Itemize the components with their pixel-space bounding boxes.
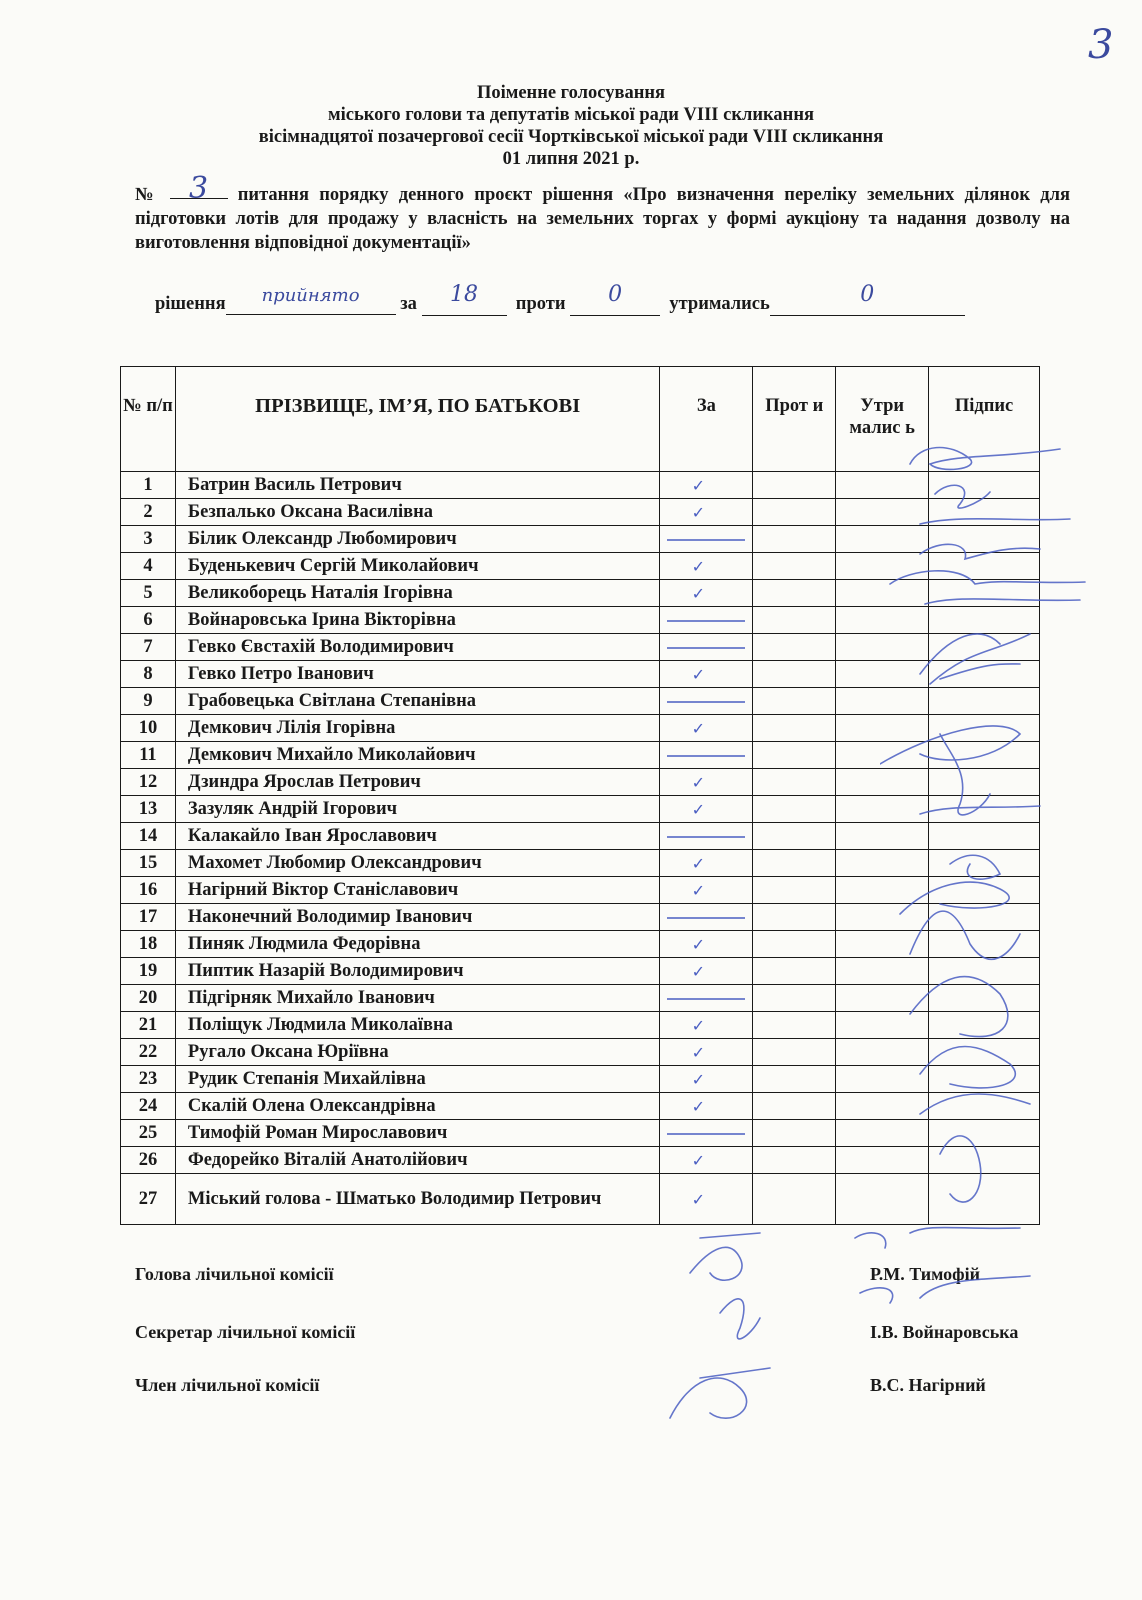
dash-stroke-icon: [667, 539, 745, 541]
row-number: 15: [121, 850, 176, 877]
row-name: Білик Олександр Любомирович: [175, 526, 660, 553]
vote-against-cell: [753, 634, 836, 661]
page-number-handwritten: 3: [1088, 22, 1114, 68]
vote-for-cell: [660, 553, 753, 580]
vote-for-cell: [660, 607, 753, 634]
vote-against-cell: [753, 742, 836, 769]
vote-for-cell: [660, 1012, 753, 1039]
row-name: Пиптик Назарій Володимирович: [175, 958, 660, 985]
header-name: ПРІЗВИЩЕ, ІМ’Я, ПО БАТЬКОВІ: [175, 367, 660, 472]
header-abstained: Утри малис ь: [836, 367, 929, 472]
vote-against-cell: [753, 1174, 836, 1225]
row-name: Нагірний Віктор Станіславович: [175, 877, 660, 904]
row-number: 4: [121, 553, 176, 580]
row-number: 9: [121, 688, 176, 715]
vote-for-cell: [660, 472, 753, 499]
checkmark-icon: ✓: [691, 556, 706, 576]
signature-scribbles: [880, 434, 1090, 1234]
row-name: Великоборець Наталія Ігорівна: [175, 580, 660, 607]
row-number: 7: [121, 634, 176, 661]
checkmark-icon: ✓: [691, 934, 706, 954]
item-prefix: №: [135, 185, 160, 205]
row-number: 26: [121, 1147, 176, 1174]
row-number: 8: [121, 661, 176, 688]
checkmark-icon: ✓: [691, 1069, 706, 1089]
row-number: 17: [121, 904, 176, 931]
row-name: Зазуляк Андрій Ігорович: [175, 796, 660, 823]
checkmark-icon: ✓: [691, 1042, 706, 1062]
vote-for-cell: [660, 661, 753, 688]
row-number: 1: [121, 472, 176, 499]
checkmark-icon: ✓: [691, 799, 706, 819]
against-label: проти: [515, 294, 566, 314]
member-name: В.С. Нагірний: [870, 1375, 986, 1395]
vote-for-cell: [660, 1147, 753, 1174]
vote-against-cell: [753, 1066, 836, 1093]
row-name: Гевко Петро Іванович: [175, 661, 660, 688]
abstained-label: утримались: [669, 294, 770, 314]
row-number: 14: [121, 823, 176, 850]
decision-label: рішення: [155, 294, 226, 314]
title-date: 01 липня 2021 р.: [502, 149, 640, 169]
vote-against-cell: [753, 715, 836, 742]
title-line-1: Поіменне голосування: [476, 83, 666, 103]
vote-against-cell: [753, 1039, 836, 1066]
dash-stroke-icon: [667, 998, 745, 1000]
decision-value: прийнято: [226, 293, 396, 315]
checkmark-icon: ✓: [691, 772, 706, 792]
for-value: 18: [422, 290, 507, 316]
vote-for-cell: [660, 634, 753, 661]
checkmark-icon: ✓: [691, 1189, 706, 1209]
vote-for-cell: [660, 742, 753, 769]
vote-against-cell: [753, 1120, 836, 1147]
row-number: 21: [121, 1012, 176, 1039]
vote-for-cell: [660, 796, 753, 823]
row-name: Міський голова - Шматько Володимир Петрович: [175, 1174, 660, 1225]
row-number: 6: [121, 607, 176, 634]
vote-for-cell: [660, 823, 753, 850]
for-label: за: [400, 294, 417, 314]
vote-for-cell: [660, 580, 753, 607]
row-name: Демкович Михайло Миколайович: [175, 742, 660, 769]
row-number: 3: [121, 526, 176, 553]
vote-against-cell: [753, 850, 836, 877]
row-name: Демкович Лілія Ігорівна: [175, 715, 660, 742]
vote-against-cell: [753, 958, 836, 985]
decision-line: [155, 282, 965, 316]
vote-against-cell: [753, 607, 836, 634]
vote-for-cell: [660, 715, 753, 742]
dash-stroke-icon: [667, 647, 745, 649]
vote-against-cell: [753, 1147, 836, 1174]
checkmark-icon: ✓: [691, 853, 706, 873]
row-number: 27: [121, 1174, 176, 1225]
row-number: 25: [121, 1120, 176, 1147]
vote-for-cell: [660, 499, 753, 526]
row-number: 13: [121, 796, 176, 823]
vote-against-cell: [753, 1012, 836, 1039]
row-name: Батрин Василь Петрович: [175, 472, 660, 499]
checkmark-icon: ✓: [691, 1015, 706, 1035]
row-number: 10: [121, 715, 176, 742]
dash-stroke-icon: [667, 917, 745, 919]
row-name: Грабовецька Світлана Степанівна: [175, 688, 660, 715]
row-name: Поліщук Людмила Миколаївна: [175, 1012, 660, 1039]
vote-for-cell: [660, 904, 753, 931]
vote-for-cell: [660, 958, 753, 985]
vote-for-cell: [660, 1039, 753, 1066]
vote-against-cell: [753, 553, 836, 580]
abstained-value: 0: [770, 290, 965, 316]
checkmark-icon: ✓: [691, 718, 706, 738]
dash-stroke-icon: [667, 1133, 745, 1135]
vote-for-cell: [660, 769, 753, 796]
vote-for-cell: [660, 877, 753, 904]
document-title: [0, 82, 1142, 170]
vote-against-cell: [753, 985, 836, 1012]
secretary-name: І.В. Войнаровська: [870, 1322, 1019, 1342]
checkmark-icon: ✓: [691, 502, 706, 522]
row-name: Скалій Олена Олександрівна: [175, 1093, 660, 1120]
checkmark-icon: ✓: [691, 583, 706, 603]
item-text: питання порядку денного проєкт рішення «Про визначення переліку земельних ділянок для підготовки лотів для продажу у власність на земельних торгах у формі аукціону та надання дозволу на виготовлення відповідної документації»: [135, 185, 1071, 253]
row-name: Безпалько Оксана Василівна: [175, 499, 660, 526]
footer-signatures: [640, 1218, 1060, 1448]
checkmark-icon: ✓: [691, 475, 706, 495]
row-name: Войнаровська Ірина Вікторівна: [175, 607, 660, 634]
header-for: За: [660, 367, 753, 472]
vote-against-cell: [753, 499, 836, 526]
vote-against-cell: [753, 1093, 836, 1120]
dash-stroke-icon: [667, 620, 745, 622]
row-number: 24: [121, 1093, 176, 1120]
vote-for-cell: [660, 931, 753, 958]
dash-stroke-icon: [667, 755, 745, 757]
vote-for-cell: [660, 850, 753, 877]
row-name: Махомет Любомир Олександрович: [175, 850, 660, 877]
vote-against-cell: [753, 796, 836, 823]
checkmark-icon: ✓: [691, 664, 706, 684]
vote-for-cell: [660, 1174, 753, 1225]
title-line-3: вісімнадцятої позачергової сесії Чортківської міської ради VIII скликання: [258, 127, 884, 147]
vote-for-cell: [660, 526, 753, 553]
vote-for-cell: [660, 1120, 753, 1147]
row-number: 23: [121, 1066, 176, 1093]
row-number: 19: [121, 958, 176, 985]
row-number: 18: [121, 931, 176, 958]
secretary-label: Секретар лічильної комісії: [135, 1322, 356, 1342]
vote-against-cell: [753, 931, 836, 958]
row-name: Гевко Євстахій Володимирович: [175, 634, 660, 661]
vote-against-cell: [753, 904, 836, 931]
checkmark-icon: ✓: [691, 1150, 706, 1170]
vote-against-cell: [753, 688, 836, 715]
row-name: Рудик Степанія Михайлівна: [175, 1066, 660, 1093]
checkmark-icon: ✓: [691, 1096, 706, 1116]
row-number: 5: [121, 580, 176, 607]
chair-name: Р.М. Тимофій: [870, 1264, 981, 1284]
row-name: Федорейко Віталій Анатолійович: [175, 1147, 660, 1174]
vote-against-cell: [753, 769, 836, 796]
dash-stroke-icon: [667, 836, 745, 838]
row-number: 11: [121, 742, 176, 769]
chair-label: Голова лічильної комісії: [135, 1264, 334, 1284]
row-number: 22: [121, 1039, 176, 1066]
member-label: Член лічильної комісії: [135, 1375, 320, 1395]
row-number: 16: [121, 877, 176, 904]
row-name: Наконечний Володимир Іванович: [175, 904, 660, 931]
agenda-item: [135, 171, 1071, 255]
vote-for-cell: [660, 985, 753, 1012]
row-name: Дзиндра Ярослав Петрович: [175, 769, 660, 796]
header-num: № п/п: [121, 367, 176, 472]
item-number: 3: [170, 180, 228, 199]
checkmark-icon: ✓: [691, 961, 706, 981]
vote-against-cell: [753, 661, 836, 688]
vote-against-cell: [753, 472, 836, 499]
vote-against-cell: [753, 877, 836, 904]
against-value: 0: [570, 290, 660, 316]
checkmark-icon: ✓: [691, 880, 706, 900]
row-number: 2: [121, 499, 176, 526]
row-number: 20: [121, 985, 176, 1012]
vote-against-cell: [753, 823, 836, 850]
row-name: Калакайло Іван Ярославович: [175, 823, 660, 850]
row-name: Буденькевич Сергій Миколайович: [175, 553, 660, 580]
row-name: Пиняк Людмила Федорівна: [175, 931, 660, 958]
dash-stroke-icon: [667, 701, 745, 703]
title-line-2: міського голови та депутатів міської ради VIII скликання: [328, 105, 814, 125]
row-name: Ругало Оксана Юріївна: [175, 1039, 660, 1066]
row-name: Підгірняк Михайло Іванович: [175, 985, 660, 1012]
vote-against-cell: [753, 580, 836, 607]
row-number: 12: [121, 769, 176, 796]
header-signature: Підпис: [929, 367, 1040, 472]
vote-for-cell: [660, 1066, 753, 1093]
vote-against-cell: [753, 526, 836, 553]
vote-for-cell: [660, 688, 753, 715]
vote-for-cell: [660, 1093, 753, 1120]
header-against: Прот и: [753, 367, 836, 472]
row-name: Тимофій Роман Мирославович: [175, 1120, 660, 1147]
